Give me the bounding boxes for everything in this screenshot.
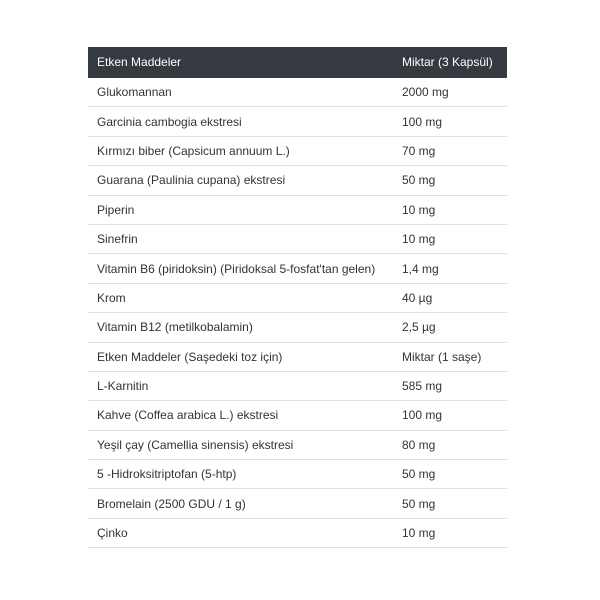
table-row: [88, 371, 507, 400]
ingredient-cell: Garcinia cambogia ekstresi: [88, 107, 395, 136]
ingredient-cell: 5 -Hidroksitriptofan (5-htp): [88, 460, 395, 489]
amount-cell: 50 mg: [395, 166, 507, 195]
table-row: [88, 430, 507, 459]
table-row: [88, 254, 507, 283]
ingredient-cell: Etken Maddeler (Saşedeki toz için): [88, 342, 395, 371]
ingredient-cell: Sinefrin: [88, 224, 395, 253]
amount-cell: 50 mg: [395, 460, 507, 489]
table-header: [88, 47, 507, 78]
table-row: [88, 78, 507, 107]
ingredient-cell: Vitamin B6 (piridoksin) (Piridoksal 5-fosfat'tan gelen): [88, 254, 395, 283]
table-row: [88, 283, 507, 312]
header-amount: Miktar (3 Kapsül): [395, 47, 507, 78]
amount-cell: 2000 mg: [395, 78, 507, 107]
table-row: [88, 224, 507, 253]
ingredient-cell: Piperin: [88, 195, 395, 224]
amount-cell: 50 mg: [395, 489, 507, 518]
ingredient-cell: Vitamin B12 (metilkobalamin): [88, 313, 395, 342]
ingredient-cell: Çinko: [88, 518, 395, 547]
ingredient-cell: Kahve (Coffea arabica L.) ekstresi: [88, 401, 395, 430]
amount-cell: 2,5 µg: [395, 313, 507, 342]
amount-cell: 100 mg: [395, 107, 507, 136]
ingredients-table-container: [88, 47, 507, 548]
header-ingredient: Etken Maddeler: [88, 47, 395, 78]
table-row: [88, 107, 507, 136]
ingredient-cell: L-Karnitin: [88, 371, 395, 400]
ingredient-cell: Guarana (Paulinia cupana) ekstresi: [88, 166, 395, 195]
table-row: [88, 489, 507, 518]
table-row: [88, 313, 507, 342]
amount-cell: 10 mg: [395, 518, 507, 547]
amount-cell: 80 mg: [395, 430, 507, 459]
amount-cell: 10 mg: [395, 224, 507, 253]
ingredient-cell: Krom: [88, 283, 395, 312]
ingredients-table: [88, 47, 507, 548]
table-row: [88, 136, 507, 165]
table-row: [88, 401, 507, 430]
table-row: [88, 166, 507, 195]
amount-cell: 100 mg: [395, 401, 507, 430]
table-row: [88, 342, 507, 371]
amount-cell: 70 mg: [395, 136, 507, 165]
ingredient-cell: Glukomannan: [88, 78, 395, 107]
amount-cell: 40 µg: [395, 283, 507, 312]
table-row: [88, 518, 507, 547]
amount-cell: Miktar (1 saşe): [395, 342, 507, 371]
ingredient-cell: Kırmızı biber (Capsicum annuum L.): [88, 136, 395, 165]
header-row: [88, 47, 507, 78]
amount-cell: 585 mg: [395, 371, 507, 400]
amount-cell: 10 mg: [395, 195, 507, 224]
table-row: [88, 460, 507, 489]
amount-cell: 1,4 mg: [395, 254, 507, 283]
ingredient-cell: Bromelain (2500 GDU / 1 g): [88, 489, 395, 518]
table-row: [88, 195, 507, 224]
ingredient-cell: Yeşil çay (Camellia sinensis) ekstresi: [88, 430, 395, 459]
table-body: [88, 78, 507, 548]
